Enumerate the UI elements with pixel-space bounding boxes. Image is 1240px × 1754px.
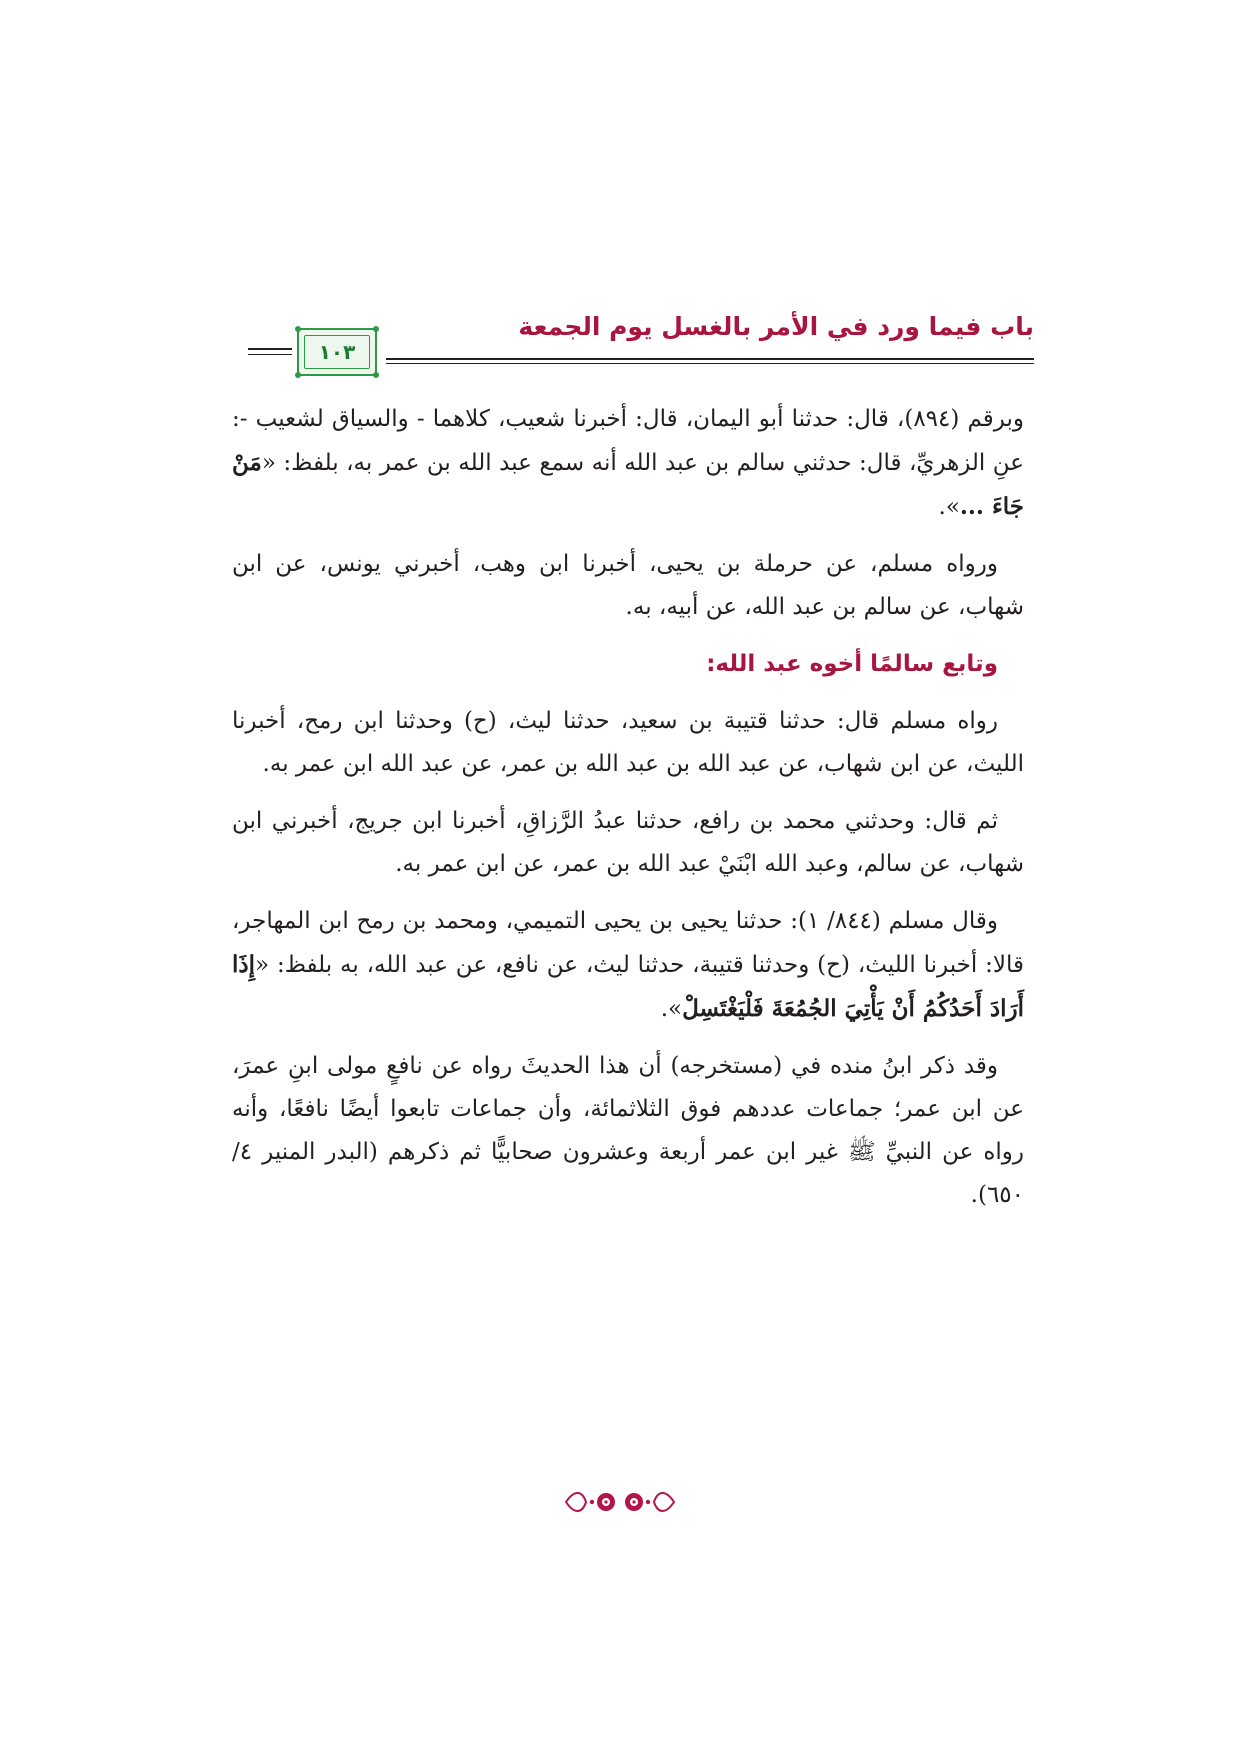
header-rule-right <box>386 358 1034 360</box>
paragraph-1 <box>232 398 1024 529</box>
paragraph-5-text: وقال مسلم (٨٤٤/ ١): حدثنا يحيى بن يحيى التميمي، ومحمد بن رمح ابن المهاجر، قالا: أخبرنا الليث، (ح) وحدثنا قتيبة، حدثنا ليث، عن نافع، عن عبد الله، به بلفظ: « <box>232 908 1024 978</box>
paragraph-1-text: وبرقم (٨٩٤)، قال: حدثنا أبو اليمان، قال: أخبرنا شعيب، كلاهما - والسياق لشعيب -: عنِ الزهريِّ، قال: حدثني سالم بن عبد الله أنه سمع عبد الله بن عمر به، بلفظ: « <box>232 406 1024 476</box>
paragraph-4: ثم قال: وحدثني محمد بن رافع، حدثنا عبدُ الرَّزاقِ، أخبرنا ابن جريج، أخبرني ابن شهاب، عن سالم، وعبد الله ابْنَيْ عبد الله بن عمر، عن ابن عمر به. <box>232 808 1024 877</box>
hadith-quote-2: إِذَا أَرَادَ أَحَدُكُمُ أَنْ يَأْتِيَ الجُمُعَةَ فَلْيَغْتَسِلْ <box>232 951 1024 1022</box>
page-number: ١٠٣ <box>304 335 370 369</box>
badge-corner-bl <box>295 372 301 378</box>
header-rule-left <box>248 348 292 350</box>
badge-corner-tr <box>373 326 379 332</box>
hadith-quote-1: مَنْ جَاءَ ... <box>232 449 1024 520</box>
header-rule-right-thin <box>386 363 1034 364</box>
header-rule-left-thin <box>248 354 292 355</box>
paragraph-5-end: ». <box>660 996 683 1022</box>
badge-corner-br <box>373 372 379 378</box>
chapter-title: باب فيما ورد في الأمر بالغسل يوم الجمعة <box>518 312 1034 341</box>
paragraph-1-end: ». <box>938 494 960 520</box>
paragraph-6: وقد ذكر ابنُ منده في (مستخرجه) أن هذا الحديثَ رواه عن نافعٍ مولى ابنِ عمرَ، عن ابن عمر؛ جماعات عددهم فوق الثلاثمائة، وأن جماعات تابعوا أيضًا نافعًا، وأنه رواه عن النبيِّ ﷺ غير ابن عمر أربعة وعشرون صحابيًّا ثم ذكرهم (البدر المنير ٤/ ٦٥٠). <box>232 1053 1024 1208</box>
page-number-badge <box>297 328 377 376</box>
paragraph-5 <box>232 900 1024 1031</box>
section-heading: وتابع سالمًا أخوه عبد الله: <box>706 651 998 677</box>
paragraph-2: ورواه مسلم، عن حرملة بن يحيى، أخبرنا ابن وهب، أخبرني يونس، عن ابن شهاب، عن سالم بن عبد الله، عن أبيه، به. <box>232 551 1024 620</box>
page-body <box>232 398 1024 1231</box>
page-header <box>248 312 1034 384</box>
badge-corner-tl <box>295 326 301 332</box>
end-ornament-icon <box>560 1484 680 1520</box>
paragraph-3: رواه مسلم قال: حدثنا قتيبة بن سعيد، حدثنا ليث، (ح) وحدثنا ابن رمح، أخبرنا الليث، عن ابن شهاب، عن عبد الله بن عبد الله بن عمر، عن عبد الله ابن عمر به. <box>232 708 1024 777</box>
